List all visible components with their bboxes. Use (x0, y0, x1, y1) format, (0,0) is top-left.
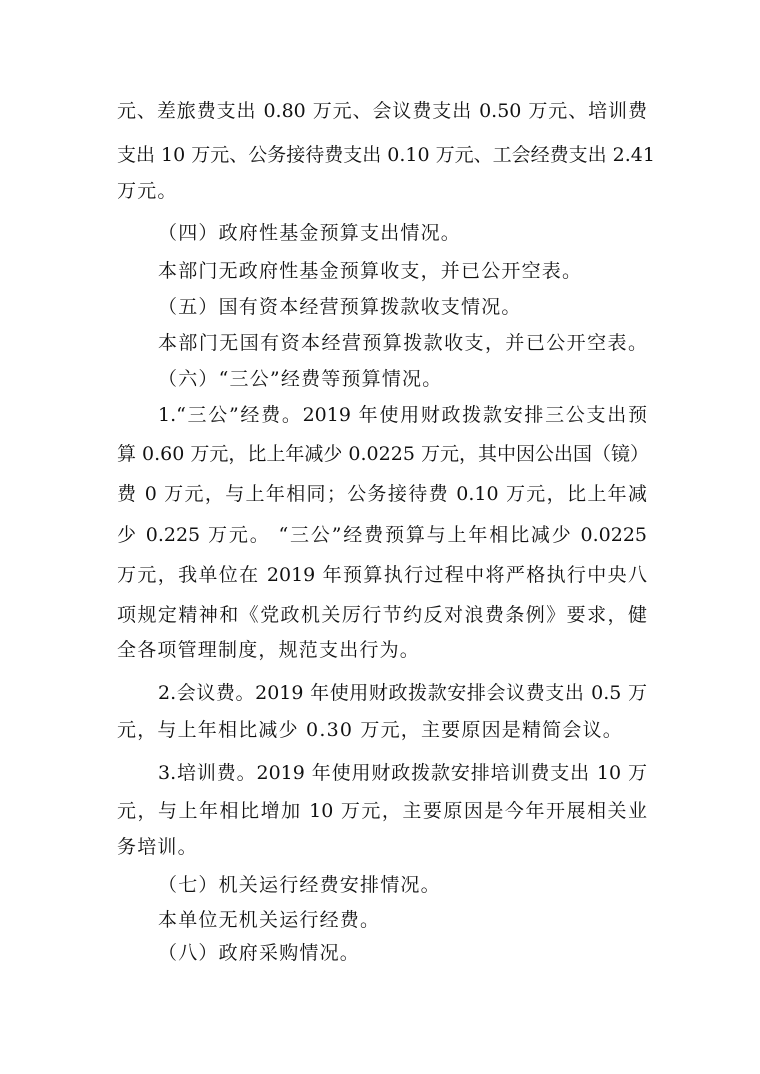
text-line: 全各项管理制度，规范支出行为。 (117, 639, 421, 661)
text-line: 万元，我单位在 2019 年预算执行过程中将严格执行中央八 (117, 564, 647, 586)
text-line: 元，与上年相比增加 10 万元，主要原因是今年开展相关业 (117, 800, 647, 822)
text-line: 支出 10 万元、公务接待费支出 0.10 万元、工会经费支出 2.41 (117, 144, 655, 166)
text-line: 务培训。 (117, 836, 198, 858)
section-heading: （七）机关运行经费安排情况。 (158, 874, 441, 896)
text-line: 项规定精神和《党政机关厉行节约反对浪费条例》要求，健 (117, 604, 647, 626)
text-line: 2.会议费。2019 年使用财政拨款安排会议费支出 0.5 万 (158, 682, 647, 704)
section-heading: （六）“三公”经费等预算情况。 (158, 368, 443, 390)
text-line: 本部门无国有资本经营预算拨款收支，并已公开空表。 (158, 332, 647, 354)
text-line: 算 0.60 万元，比上年减少 0.0225 万元，其中因公出国（镜） (117, 443, 649, 465)
text-line: 少 0.225 万元。 “三公”经费预算与上年相比减少 0.0225 (117, 524, 647, 546)
text-line: 1.“三公”经费。2019 年使用财政拨款安排三公支出预 (158, 404, 647, 426)
text-line: 本单位无机关运行经费。 (158, 909, 381, 931)
section-heading: （五）国有资本经营预算拨款收支情况。 (158, 296, 522, 318)
text-line: 万元。 (117, 180, 178, 202)
text-line: 费 0 万元，与上年相同；公务接待费 0.10 万元，比上年减 (117, 483, 647, 505)
text-line: 本部门无政府性基金预算收支，并已公开空表。 (158, 260, 583, 282)
text-line: 3.培训费。2019 年使用财政拨款安排培训费支出 10 万 (158, 762, 647, 784)
text-line: 元，与上年相比减少 0.30 万元，主要原因是精简会议。 (117, 719, 623, 741)
section-heading: （四）政府性基金预算支出情况。 (158, 222, 462, 244)
text-line: 元、差旅费支出 0.80 万元、会议费支出 0.50 万元、培训费 (117, 100, 647, 122)
section-heading: （八）政府采购情况。 (158, 942, 361, 964)
